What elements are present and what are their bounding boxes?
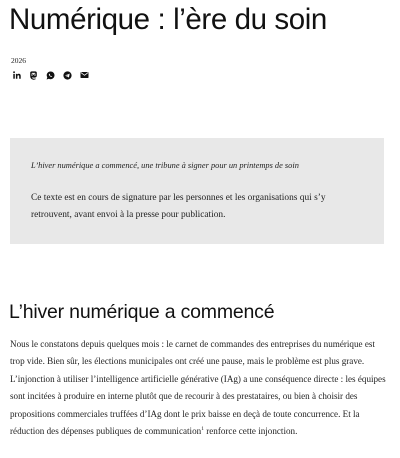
publication-year: 2026 [11,56,26,65]
callout-body: Ce texte est en cours de signature par les personnes et les organisations qui s’y retrouvent, avant envoi à la presse pour publication. [31,193,326,220]
telegram-icon[interactable] [62,70,73,80]
mastodon-icon[interactable] [28,70,39,80]
body-paragraph [10,336,388,440]
paragraph-text-end: renforce cette injonction. [203,426,298,437]
linkedin-icon[interactable] [11,70,22,80]
page-title: Numérique : l’ère du soin [9,3,327,36]
share-bar [11,70,90,80]
callout-lead: L’hiver numérique a commencé, une tribune à signer pour un printemps de soin [31,161,299,170]
section-heading: L’hiver numérique a commencé [9,301,275,323]
signature-callout [10,138,384,244]
whatsapp-icon[interactable] [45,70,56,80]
paragraph-text: Nous le constatons depuis quelques mois : le carnet de commandes des entreprises du numérique est trop vide. Bien sûr, les élections municipales ont créé une pause, mais le problème est plus grave. L’injonction à utiliser l’intelligence artificielle générative (IAg) a une conséquence directe : les équipes sont incitées à produire en interne plutôt que de recourir à des prestataires, ou bien à choisir des propositions commerciales truffées d’IAg dont le prix baisse en deçà de toute concurrence. Et la réduction des dépenses publiques de communication [10,339,386,437]
footnote-marker[interactable]: 1 [201,426,204,432]
email-icon[interactable] [79,70,90,80]
